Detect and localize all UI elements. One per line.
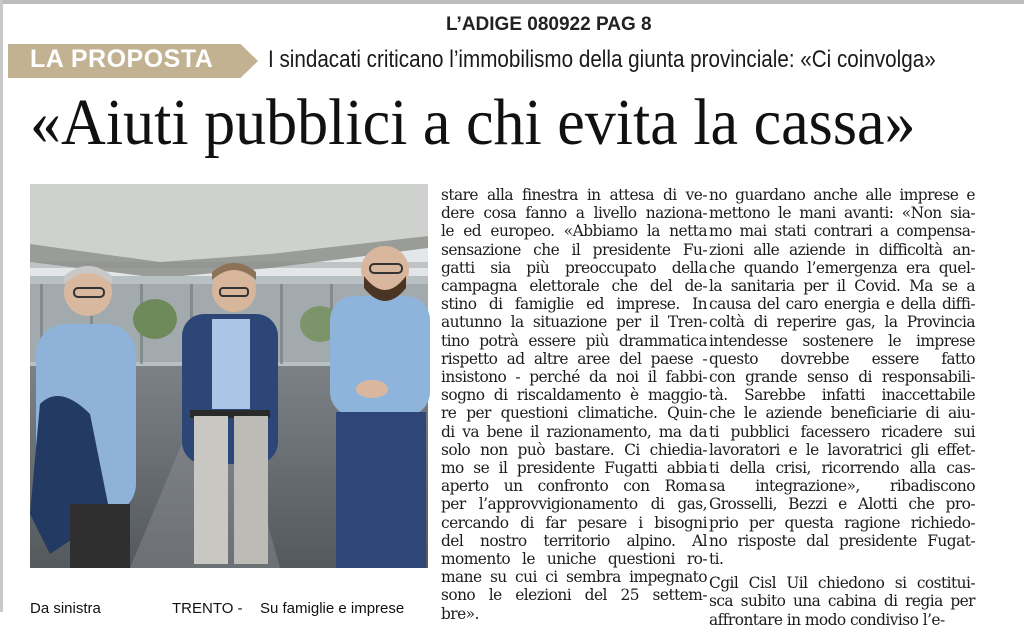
text-line: sca subito una cabina di regia per bbox=[709, 592, 975, 611]
text-line: Cgil Cisl Uil chiedono si costitui- bbox=[709, 574, 975, 593]
text-line: Grosselli, Bezzi e Alotti che pro- bbox=[709, 495, 975, 514]
text-line: stino di famiglie ed imprese. In bbox=[441, 295, 707, 314]
section-label: LA PROPOSTA bbox=[30, 45, 214, 73]
text-line: ti della crisi, ricorrendo alla cas- bbox=[709, 459, 975, 478]
page-top-border bbox=[0, 0, 1024, 4]
dateline: TRENTO - bbox=[172, 600, 243, 617]
text-line: questo dovrebbe essere fatto bbox=[709, 349, 975, 368]
text-line: bre». bbox=[441, 604, 479, 623]
text-line: per l’approvvigionamento di gas, bbox=[441, 495, 707, 514]
text-line: gatti sia più preoccupato della bbox=[441, 258, 707, 277]
text-line: mo se il presidente Fugatti abbia bbox=[441, 459, 707, 478]
text-line: le ed europeo. «Abbiamo la netta bbox=[441, 222, 707, 241]
article-photo bbox=[30, 184, 428, 568]
text-line: cercando di far pesare i bisogni bbox=[441, 513, 707, 532]
subhead-start: Su famiglie e imprese bbox=[260, 600, 405, 617]
text-line: zioni alle aziende in difficoltà an- bbox=[709, 240, 975, 259]
text-line: affrontare in modo condiviso l’e- bbox=[709, 610, 945, 629]
text-line: del nostro territorio alpino. Al bbox=[441, 531, 707, 550]
text-line: lavoratori e le lavoratrici gli effet- bbox=[709, 440, 975, 459]
text-line: insistono - perché da noi il fabbi- bbox=[441, 368, 707, 387]
text-line: rispetto ad altre aree del paese - bbox=[441, 349, 707, 368]
text-line: di va bene il razionamento, ma da bbox=[441, 422, 707, 441]
text-line: che le aziende beneficiarie di aiu- bbox=[709, 404, 975, 423]
headline: «Aiuti pubblici a chi evita la cassa» bbox=[30, 86, 916, 159]
text-line: no guardano anche alle imprese e bbox=[709, 186, 975, 204]
text-line: campagna elettorale che del de- bbox=[441, 277, 707, 296]
text-line: intendesse sostenere le imprese bbox=[709, 331, 975, 350]
text-line: che quando l’emergenza era quel- bbox=[709, 258, 975, 277]
text-line: sogno di riscaldamento è maggio- bbox=[441, 386, 707, 405]
article-column-2 bbox=[709, 186, 975, 629]
text-line: tà. Sarebbe infatti inaccettabile bbox=[709, 386, 975, 405]
text-line: coltà di reperire gas, la Provincia bbox=[709, 313, 975, 332]
kicker: I sindacati criticano l’immobilismo della giunta provinciale: «Ci coinvolga» bbox=[268, 46, 936, 73]
text-line: momento le uniche questioni ro- bbox=[441, 550, 707, 569]
page-left-border bbox=[0, 0, 3, 612]
text-line: ti pubblici facessero ricadere sui bbox=[709, 422, 975, 441]
text-line: sono le elezioni del 25 settem- bbox=[441, 586, 707, 605]
photo-three-men-outdoor-icon bbox=[30, 184, 428, 568]
text-line: autunno la situazione per il Tren- bbox=[441, 313, 707, 332]
text-line: solo non può bastare. Ci chiedia- bbox=[441, 440, 707, 459]
text-line: ti. bbox=[709, 550, 724, 569]
photo-caption bbox=[30, 600, 101, 617]
text-line: con grande senso di responsabili- bbox=[709, 368, 975, 387]
article-column-1 bbox=[441, 186, 707, 623]
text-line: mettono le mani avanti: «Non sia- bbox=[709, 204, 975, 223]
text-line: no risposte dal presidente Fugat- bbox=[709, 531, 975, 550]
text-line: dere cosa fanno a livello naziona- bbox=[441, 204, 707, 223]
text-line: stare alla finestra in attesa di ve- bbox=[441, 186, 707, 204]
text-line: mane su cui ci sembra impegnato bbox=[441, 568, 707, 587]
caption-left: Da sinistra bbox=[30, 600, 101, 617]
text-line: aperto un confronto con Roma bbox=[441, 477, 707, 496]
text-line: sensazione che il presidente Fu- bbox=[441, 240, 707, 259]
text-line: mo mai stati contrari a compensa- bbox=[709, 222, 975, 241]
text-line: causa del caro energia e della diffi- bbox=[709, 295, 975, 314]
text-line: tino potrà essere più drammatica bbox=[441, 331, 707, 350]
text-line: sa integrazione», ribadiscono bbox=[709, 477, 975, 496]
text-line: re per questioni climatiche. Quin- bbox=[441, 404, 707, 423]
text-line: prio per questa ragione richiedo- bbox=[709, 513, 975, 532]
source-label: L’ADIGE 080922 PAG 8 bbox=[446, 14, 652, 35]
text-line: la sanitaria per il Covid. Ma se a bbox=[709, 277, 975, 296]
